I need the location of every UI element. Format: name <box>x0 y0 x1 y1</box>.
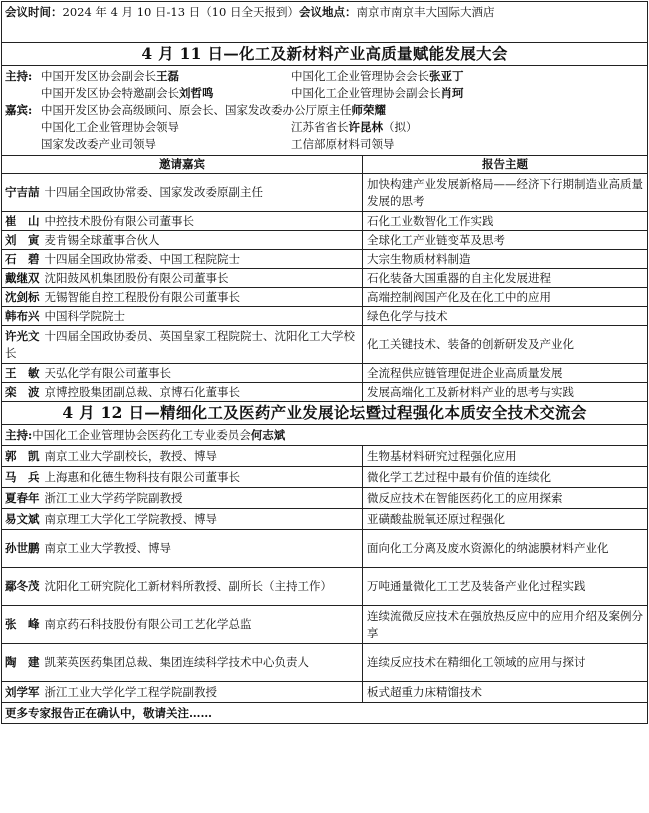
report-topic: 微化学工艺过程中最有价值的连续化 <box>367 469 551 484</box>
guest-label: 嘉宾: <box>5 103 33 117</box>
host-4-title: 中国化工企业管理协会副会长 <box>291 86 441 100</box>
day1-title: 4 月 11 日—化工及新材料产业高质量赋能发展大会 <box>2 43 647 66</box>
guest-cell <box>2 212 363 230</box>
topic-cell <box>363 644 647 681</box>
table-row <box>2 467 647 488</box>
guest-name: 石 碧 <box>5 251 40 266</box>
guest-title: 天弘化学有限公司董事长 <box>44 365 171 380</box>
table-row <box>2 530 647 568</box>
day1-table <box>2 174 647 402</box>
report-topic: 石化工业数智化工作实践 <box>367 213 494 228</box>
day1-hosts <box>2 66 647 156</box>
table-row <box>2 307 647 326</box>
more-notice: 更多专家报告正在确认中，敬请关注…… <box>5 706 212 720</box>
topic-cell <box>363 174 647 211</box>
guest-cell <box>2 326 363 363</box>
report-topic: 全球化工产业链变革及思考 <box>367 232 505 247</box>
day2-host-label: 主持: <box>5 428 33 442</box>
report-topic: 全流程供应链管理促进企业高质量发展 <box>367 365 563 380</box>
time-label: 会议时间： <box>5 5 63 19</box>
report-topic: 亚磺酸盐脱氧还原过程强化 <box>367 511 505 526</box>
guest-name: 韩布兴 <box>5 308 40 323</box>
topic-cell <box>363 326 647 363</box>
report-topic: 大宗生物质材料制造 <box>367 251 471 266</box>
guest-cell <box>2 682 363 702</box>
time-value: 2024 年 4 月 10 日-13 日（10 日全天报到） <box>62 5 299 19</box>
host-3-title: 中国开发区协会特邀副会长 <box>41 86 179 100</box>
day2-host-title: 中国化工企业管理协会医药化工专业委员会 <box>32 428 251 442</box>
topic-cell <box>363 530 647 567</box>
table-row <box>2 509 647 530</box>
guest-name: 马 兵 <box>5 469 40 484</box>
host-2-name: 张亚丁 <box>429 69 464 83</box>
guest-1-title: 中国开发区协会高级顾问、原会长、国家发改委办公厅原主任 <box>41 103 352 117</box>
topic-cell <box>363 568 647 605</box>
guest-title: 南京工业大学教授、博导 <box>44 541 171 555</box>
guest-name: 崔 山 <box>5 213 40 228</box>
guest-cell <box>2 488 363 508</box>
topic-cell <box>363 467 647 487</box>
guest-1-name: 师荣耀 <box>351 103 386 117</box>
guest-5: 工信部原材料司领导 <box>291 137 395 151</box>
guest-cell <box>2 446 363 466</box>
guest-title: 上海惠和化德生物科技有限公司董事长 <box>44 469 240 484</box>
table-row <box>2 364 647 383</box>
report-topic: 微反应技术在智能医药化工的应用探索 <box>367 490 563 505</box>
day2-title: 4 月 12 日—精细化工及医药产业发展论坛暨过程强化本质安全技术交流会 <box>2 402 647 425</box>
guest-cell <box>2 644 363 681</box>
host-3-name: 刘哲鸣 <box>179 86 214 100</box>
guest-name: 孙世鹏 <box>5 541 40 555</box>
guest-title: 南京理工大学化工学院教授、博导 <box>44 511 217 526</box>
guest-cell <box>2 509 363 529</box>
table-row <box>2 488 647 509</box>
guest-title: 沈阳鼓风机集团股份有限公司董事长 <box>44 270 229 285</box>
guest-cell <box>2 174 363 211</box>
topic-cell <box>363 231 647 249</box>
guest-name: 许光文 <box>5 328 40 343</box>
guest-name: 郭 凯 <box>5 448 40 463</box>
topic-cell <box>363 488 647 508</box>
table-row <box>2 568 647 606</box>
topic-cell <box>363 212 647 230</box>
host-1-name: 王磊 <box>156 69 179 83</box>
table-row <box>2 682 647 703</box>
topic-cell <box>363 383 647 401</box>
table-row <box>2 250 647 269</box>
guest-name: 戴继双 <box>5 270 40 285</box>
topic-cell <box>363 288 647 306</box>
report-topic: 生物基材料研究过程强化应用 <box>367 448 517 463</box>
guest-title: 十四届全国政协常委、中国工程院院士 <box>44 251 240 266</box>
guest-name: 宁吉喆 <box>5 185 40 199</box>
report-topic: 绿色化学与技术 <box>367 308 448 323</box>
col-guest-header: 邀请嘉宾 <box>2 156 363 173</box>
guest-name: 沈剑标 <box>5 289 40 304</box>
day2-host-name: 何志斌 <box>250 428 286 442</box>
guest-cell <box>2 530 363 567</box>
day2-host <box>2 425 647 446</box>
guest-name: 夏春年 <box>5 490 40 505</box>
place-value: 南京市南京丰大国际大酒店 <box>356 5 495 19</box>
guest-title: 浙江工业大学药学院副教授 <box>44 490 183 505</box>
table-row <box>2 383 647 402</box>
guest-cell <box>2 250 363 268</box>
guest-3-title: 江苏省省长 <box>291 120 349 134</box>
table-row <box>2 326 647 364</box>
report-topic: 发展高端化工及新材料产业的思考与实践 <box>367 384 574 399</box>
table-row <box>2 231 647 250</box>
report-topic: 高端控制阀国产化及在化工中的应用 <box>367 289 551 304</box>
conference-schedule <box>1 1 648 724</box>
guest-name: 刘学军 <box>5 684 40 699</box>
topic-cell <box>363 606 647 643</box>
guest-cell <box>2 231 363 249</box>
report-topic: 面向化工分离及废水资源化的纳滤膜材料产业化 <box>367 541 609 555</box>
guest-name: 栾 波 <box>5 384 40 399</box>
table-row <box>2 269 647 288</box>
guest-name: 刘 寅 <box>5 232 40 247</box>
report-topic: 化工关键技术、装备的创新研发及产业化 <box>367 337 574 351</box>
report-topic: 板式超重力床精馏技术 <box>367 684 482 699</box>
day2-table <box>2 446 647 703</box>
report-topic: 连续流微反应技术在强放热反应中的应用介绍及案例分享 <box>367 608 643 640</box>
host-2-title: 中国化工企业管理协会会长 <box>291 69 429 83</box>
host-4-name: 肖珂 <box>440 86 464 100</box>
guest-title: 无锡智能自控工程股份有限公司董事长 <box>44 289 240 304</box>
guest-cell <box>2 383 363 401</box>
guest-name: 陶 建 <box>5 655 40 669</box>
table-header <box>2 156 647 174</box>
guest-title: 中控技术股份有限公司董事长 <box>44 213 194 228</box>
guest-cell <box>2 307 363 325</box>
guest-3-note: （拟） <box>383 120 418 134</box>
host-1-title: 中国开发区协会副会长 <box>41 69 156 83</box>
guest-title: 中国科学院院士 <box>44 308 125 323</box>
guest-cell <box>2 467 363 487</box>
table-row <box>2 174 647 212</box>
topic-cell <box>363 269 647 287</box>
guest-cell <box>2 288 363 306</box>
table-row <box>2 644 647 682</box>
guest-title: 南京药石科技股份有限公司工艺化学总监 <box>44 617 252 631</box>
guest-cell <box>2 568 363 605</box>
topic-cell <box>363 509 647 529</box>
meeting-info <box>2 2 647 43</box>
topic-cell <box>363 682 647 702</box>
guest-name: 王 敏 <box>5 365 40 380</box>
host-label: 主持: <box>5 69 33 83</box>
guest-title: 沈阳化工研究院化工新材料所教授、副所长（主持工作） <box>44 579 332 593</box>
report-topic: 加快构建产业发展新格局——经济下行期制造业高质量发展的思考 <box>367 176 643 208</box>
guest-name: 易文斌 <box>5 511 40 526</box>
table-row <box>2 212 647 231</box>
guest-3-name: 许昆林 <box>348 120 383 134</box>
guest-title: 十四届全国政协委员、英国皇家工程院院士、沈阳化工大学校长 <box>5 328 355 360</box>
guest-cell <box>2 606 363 643</box>
guest-title: 京博控股集团副总裁、京博石化董事长 <box>44 384 240 399</box>
table-row <box>2 606 647 644</box>
topic-cell <box>363 250 647 268</box>
col-topic-header: 报告主题 <box>482 157 528 171</box>
guest-name: 张 峰 <box>5 617 40 631</box>
guest-title: 麦肯锡全球董事合伙人 <box>44 232 160 247</box>
report-topic: 万吨通量微化工工艺及装备产业化过程实践 <box>367 579 586 593</box>
guest-2: 中国化工企业管理协会领导 <box>41 120 179 134</box>
place-label: 会议地点： <box>298 5 357 19</box>
guest-cell <box>2 269 363 287</box>
guest-title: 南京工业大学副校长，教授、博导 <box>44 448 217 463</box>
guest-title: 浙江工业大学化学工程学院副教授 <box>44 684 217 699</box>
topic-cell <box>363 307 647 325</box>
guest-4: 国家发改委产业司领导 <box>41 137 156 151</box>
guest-name: 鄢冬茂 <box>5 579 40 593</box>
guest-title: 十四届全国政协常委、国家发改委原副主任 <box>44 185 263 199</box>
topic-cell <box>363 446 647 466</box>
topic-cell <box>363 364 647 382</box>
table-row <box>2 288 647 307</box>
guest-cell <box>2 364 363 382</box>
report-topic: 石化装备大国重器的自主化发展进程 <box>367 270 551 285</box>
report-topic: 连续反应技术在精细化工领域的应用与探讨 <box>367 655 586 669</box>
guest-title: 凯莱英医药集团总裁、集团连续科学技术中心负责人 <box>44 655 309 669</box>
table-row <box>2 446 647 467</box>
